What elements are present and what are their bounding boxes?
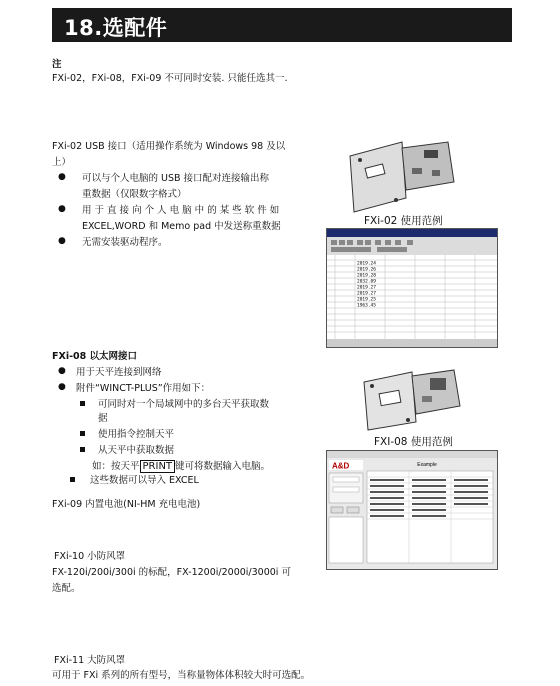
square-bullet-icon [70, 477, 75, 482]
sheet-cell: 2019.26 [357, 267, 376, 273]
bullet-dot-icon: ● [58, 382, 66, 392]
sheet-cell: 2019.25 [357, 297, 376, 303]
fxi02-bullet-2-line2: EXCEL,WORD 和 Memo pad 中发送称重数据 [82, 221, 281, 232]
fxi08-sub-3: 从天平中获取数据 [98, 445, 175, 456]
fxi08-bullet-2: 附件“WINCT-PLUS”作用如下： [76, 383, 211, 394]
sheet-cell: 2019.27 [357, 291, 376, 297]
ad-logo: A&D [332, 461, 350, 471]
winct-app-window [327, 451, 497, 569]
sheet-cell: 2019.28 [357, 273, 376, 279]
sheet-cell: 1963.45 [357, 303, 376, 309]
fxi10-line2: 选配。 [52, 583, 81, 594]
spreadsheet-screenshot [326, 228, 498, 348]
fxi08-bullet-1: 用于天平连接到网络 [76, 367, 162, 378]
fxi11-line1: 可用于 FXi 系列的所有型号，当称量物体体积较大时可选配。 [52, 670, 311, 681]
fxi08-sub-1-line2: 据 [98, 413, 108, 424]
fxi02-bullet-3: 无需安装驱动程序。 [82, 237, 168, 248]
section-title: 18.选配件 [64, 16, 168, 40]
sheet-cell: 2019.27 [357, 285, 376, 291]
fxi08-caption: FXI-08 使用范例 [374, 436, 453, 448]
winct-app-screenshot [326, 450, 498, 570]
fxi10-title: FXi-10 小防风罩 [54, 551, 126, 562]
fxi02-bullet-1-line2: 重数据（仅限数字格式） [82, 189, 187, 200]
fxi08-sub-2: 使用指令控制天平 [98, 429, 175, 440]
fxi09-title: FXi-09 内置电池(NI-HM 充电电池) [52, 499, 201, 510]
square-bullet-icon [80, 401, 85, 406]
fxi02-caption: FXi-02 使用范例 [364, 215, 443, 227]
bullet-dot-icon: ● [58, 236, 66, 246]
fxi08-example-post: 键可将数据输入电脑。 [175, 461, 271, 472]
fxi08-title: FXi-08 以太网接口 [52, 351, 138, 362]
sheet-cell: 2019.24 [357, 261, 376, 267]
print-key: PRINT [140, 460, 176, 473]
app-example-title: Example [417, 462, 437, 468]
fxi02-title-line2: 上） [52, 157, 72, 168]
square-bullet-icon [80, 447, 85, 452]
fxi08-example-pre: 如：按天平 [92, 461, 140, 472]
note-text: FXi-02，FXi-08，FXi-09 不可同时安装. 只能任选其一. [52, 73, 288, 84]
fxi10-line1: FX-120i/200i/300i 的标配，FX-1200i/2000i/3000i 可 [52, 567, 291, 578]
fxi02-bullet-2-line1: 用 于 直 接 向 个 人 电 脑 中 的 某 些 软 件 如 [82, 205, 280, 216]
fxi08-sub-1-line1: 可同时对一个局域网中的多台天平获取数 [98, 399, 270, 410]
bullet-dot-icon: ● [58, 366, 66, 376]
bullet-dot-icon: ● [58, 172, 66, 182]
sheet-cell: 2032.09 [357, 279, 376, 285]
fxi08-example [92, 460, 270, 473]
section-header [52, 8, 512, 42]
fxi02-bullet-1-line1: 可以与个人电脑的 USB 接口配对连接输出称 [82, 173, 270, 184]
fxi02-title-line1: FXi-02 USB 接口（适用操作系统为 Windows 98 及以 [52, 141, 286, 152]
note-label: 注 [52, 59, 62, 70]
usb-board-illustration [340, 138, 460, 216]
fxi11-title: FXi-11 大防风罩 [54, 655, 126, 666]
bullet-dot-icon: ● [58, 204, 66, 214]
square-bullet-icon [80, 431, 85, 436]
spreadsheet-grid [327, 229, 497, 347]
ethernet-board-illustration [356, 368, 464, 432]
fxi08-excel-item: 这些数据可以导入 EXCEL [90, 475, 199, 486]
